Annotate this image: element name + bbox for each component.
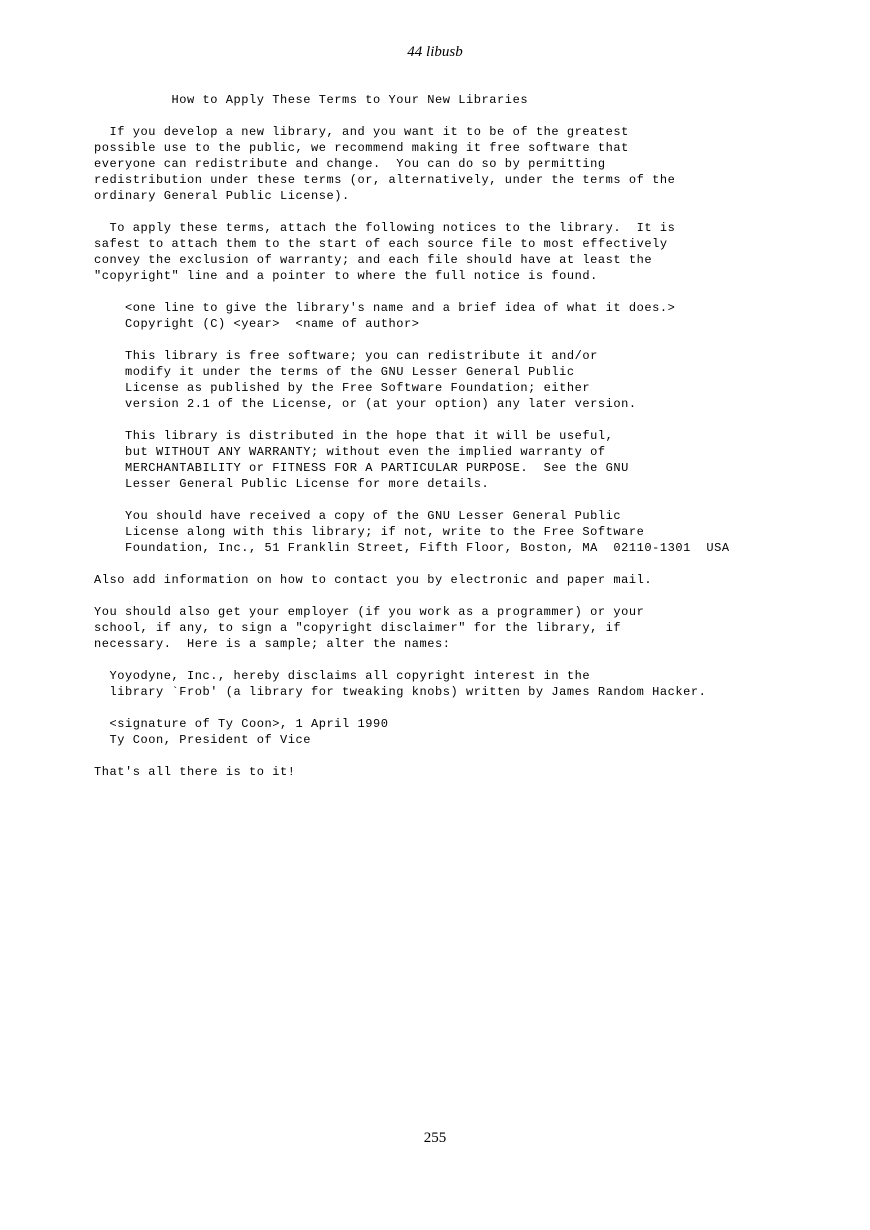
text-line: This library is distributed in the hope that it will be useful, [94, 429, 614, 443]
text-line: To apply these terms, attach the following notices to the library. It is [94, 221, 676, 235]
text-line: Also add information on how to contact you by electronic and paper mail. [94, 573, 653, 587]
text-line [94, 700, 730, 716]
text-line: version 2.1 of the License, or (at your option) any later version. [94, 397, 637, 411]
text-line: This library is free software; you can redistribute it and/or [94, 349, 598, 363]
text-line: ordinary General Public License). [94, 189, 350, 203]
text-line [94, 284, 730, 300]
text-line [94, 492, 730, 508]
text-line [94, 652, 730, 668]
page-number: 255 [423, 1130, 447, 1146]
text-line: That's all there is to it! [94, 765, 296, 779]
text-line: Foundation, Inc., 51 Franklin Street, Fifth Floor, Boston, MA 02110-1301 USA [94, 541, 730, 555]
text-line [94, 748, 730, 764]
text-line [94, 412, 730, 428]
text-line: Yoyodyne, Inc., hereby disclaims all copyright interest in the [94, 669, 591, 683]
text-line: MERCHANTABILITY or FITNESS FOR A PARTICULAR PURPOSE. See the GNU [94, 461, 629, 475]
text-line: You should also get your employer (if you work as a programmer) or your [94, 605, 645, 619]
text-line: everyone can redistribute and change. You can do so by permitting [94, 157, 606, 171]
license-body-text [94, 92, 730, 780]
text-line: If you develop a new library, and you want it to be of the greatest [94, 125, 629, 139]
text-line: but WITHOUT ANY WARRANTY; without even the implied warranty of [94, 445, 606, 459]
text-line: How to Apply These Terms to Your New Libraries [94, 93, 529, 107]
text-line: License along with this library; if not, write to the Free Software [94, 525, 645, 539]
text-line: You should have received a copy of the GNU Lesser General Public [94, 509, 622, 523]
text-line: redistribution under these terms (or, alternatively, under the terms of the [94, 173, 676, 187]
text-line: "copyright" line and a pointer to where the full notice is found. [94, 269, 598, 283]
text-line: safest to attach them to the start of each source file to most effectively [94, 237, 668, 251]
text-line [94, 108, 730, 124]
text-line: Lesser General Public License for more details. [94, 477, 490, 491]
text-line [94, 204, 730, 220]
text-line: possible use to the public, we recommend making it free software that [94, 141, 629, 155]
text-line: <one line to give the library's name and a brief idea of what it does.> [94, 301, 676, 315]
text-line: modify it under the terms of the GNU Lesser General Public [94, 365, 575, 379]
text-line: convey the exclusion of warranty; and each file should have at least the [94, 253, 653, 267]
text-line: necessary. Here is a sample; alter the names: [94, 637, 451, 651]
text-line: Copyright (C) <year> <name of author> [94, 317, 420, 331]
text-line [94, 556, 730, 572]
text-line [94, 588, 730, 604]
text-line: <signature of Ty Coon>, 1 April 1990 [94, 717, 389, 731]
text-line: library `Frob' (a library for tweaking knobs) written by James Random Hacker. [94, 685, 707, 699]
text-line [94, 332, 730, 348]
text-line: License as published by the Free Software Foundation; either [94, 381, 591, 395]
running-header: 44 libusb [407, 44, 463, 60]
text-line: Ty Coon, President of Vice [94, 733, 312, 747]
text-line: school, if any, to sign a "copyright disclaimer" for the library, if [94, 621, 622, 635]
